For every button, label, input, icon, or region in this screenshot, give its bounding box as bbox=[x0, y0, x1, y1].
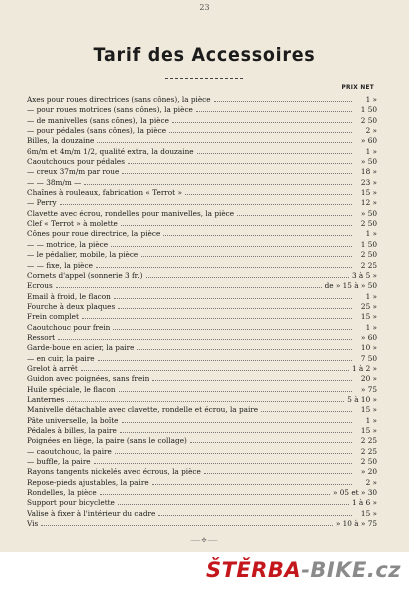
list-item bbox=[27, 323, 377, 333]
page-title: Tarif des Accessoires bbox=[93, 44, 316, 66]
item-label: Ressort bbox=[27, 332, 56, 342]
dot-leader bbox=[100, 494, 330, 495]
dot-leader bbox=[237, 215, 352, 216]
item-price: 1 » bbox=[365, 95, 377, 104]
price-column-header: PRIX NET bbox=[341, 85, 374, 91]
dot-leader bbox=[114, 298, 352, 299]
item-label: — caoutchouc, la paire bbox=[27, 446, 112, 456]
item-price: 3 à 5 » bbox=[351, 270, 377, 280]
list-item bbox=[27, 198, 377, 208]
watermark-logo-part2: -BIKE.cz bbox=[301, 558, 401, 582]
dot-leader bbox=[163, 235, 352, 236]
item-price: 2 » bbox=[365, 126, 377, 136]
item-price: » 50 bbox=[360, 157, 377, 167]
list-item bbox=[27, 374, 377, 384]
price-list bbox=[27, 95, 377, 529]
list-item bbox=[27, 385, 377, 395]
dot-leader bbox=[58, 339, 352, 340]
item-price: » 50 bbox=[360, 208, 377, 218]
item-label: Lanternes bbox=[27, 394, 65, 404]
dot-leader bbox=[121, 225, 352, 226]
dot-leader bbox=[56, 287, 322, 288]
list-item bbox=[27, 395, 377, 405]
item-label: Clavette avec écrou, rondelles pour manivelles, la pièce bbox=[27, 208, 235, 218]
page-number: 23 bbox=[199, 3, 210, 12]
list-item bbox=[27, 240, 377, 250]
list-item bbox=[27, 447, 377, 457]
list-item bbox=[27, 126, 377, 136]
item-label: Cornets d'appel (sonnerie 3 fr.) bbox=[27, 270, 143, 280]
dot-leader bbox=[119, 391, 352, 392]
title-divider bbox=[165, 78, 243, 79]
list-item bbox=[27, 178, 377, 188]
item-price: » 10 à » 75 bbox=[335, 519, 377, 529]
item-price: 2 25 bbox=[360, 436, 377, 446]
item-price: 1 50 bbox=[360, 239, 377, 249]
item-price: 15 » bbox=[360, 188, 377, 198]
item-price: 2 25 bbox=[360, 446, 377, 456]
list-item bbox=[27, 457, 377, 467]
dot-leader bbox=[137, 349, 352, 350]
list-item bbox=[27, 105, 377, 115]
item-price: » 20 bbox=[360, 467, 377, 477]
end-ornament: ⸺✣⸺ bbox=[190, 537, 219, 544]
dot-leader bbox=[94, 463, 352, 464]
dot-leader bbox=[146, 277, 349, 278]
list-item bbox=[27, 167, 377, 177]
list-item bbox=[27, 209, 377, 219]
dot-leader bbox=[60, 204, 352, 205]
dot-leader bbox=[115, 453, 352, 454]
item-label: — creux 37m/m par roue bbox=[27, 167, 120, 177]
dot-leader bbox=[97, 142, 352, 143]
item-label: Poignées en liège, la paire (sans le collage) bbox=[27, 436, 187, 446]
item-price: » 05 et » 30 bbox=[332, 488, 377, 498]
list-item bbox=[27, 488, 377, 498]
item-price: 1 » bbox=[365, 229, 377, 239]
item-price: 1 » bbox=[365, 146, 377, 156]
list-item bbox=[27, 271, 377, 281]
item-label: — buffle, la paire bbox=[27, 457, 91, 467]
item-price: 2 50 bbox=[360, 250, 377, 260]
item-price: 15 » bbox=[360, 405, 377, 415]
item-label: — pour roues motrices (sans cônes), la pièce bbox=[27, 105, 193, 115]
item-label: Garde-boue en acier, la paire bbox=[27, 343, 135, 353]
dot-leader bbox=[67, 401, 344, 402]
item-price: 10 » bbox=[360, 343, 377, 353]
dot-leader bbox=[190, 442, 352, 443]
dot-leader bbox=[169, 132, 352, 133]
item-price: 1 50 bbox=[360, 105, 377, 115]
list-item bbox=[27, 467, 377, 477]
item-price: » 60 bbox=[360, 136, 377, 146]
dot-leader bbox=[96, 267, 352, 268]
watermark-logo-part1: ŠTĚRBA bbox=[205, 558, 302, 582]
item-price: 1 » bbox=[365, 415, 377, 425]
list-item bbox=[27, 312, 377, 322]
dot-leader bbox=[214, 101, 352, 102]
watermark-logo bbox=[206, 558, 401, 582]
item-price: 2 50 bbox=[360, 115, 377, 125]
dot-leader bbox=[113, 329, 352, 330]
item-label: Chaînes à rouleaux, fabrication « Terrot » bbox=[27, 188, 182, 198]
dot-leader bbox=[41, 525, 333, 526]
list-item bbox=[27, 426, 377, 436]
item-label: Axes pour roues directrices (sans cônes), la pièce bbox=[27, 95, 211, 104]
item-label: Huile spéciale, le flacon bbox=[27, 384, 116, 394]
item-label: Guidon avec poignées, sans frein bbox=[27, 374, 150, 384]
list-item bbox=[27, 416, 377, 426]
item-price: 15 » bbox=[360, 426, 377, 435]
dot-leader bbox=[118, 504, 349, 505]
item-price: » 60 bbox=[360, 332, 377, 342]
list-item bbox=[27, 188, 377, 198]
list-item bbox=[27, 136, 377, 146]
dot-leader bbox=[185, 194, 352, 195]
item-label: — en cuir, la paire bbox=[27, 353, 95, 363]
list-item bbox=[27, 498, 377, 508]
item-price: 15 » bbox=[360, 508, 377, 518]
item-price: 20 » bbox=[360, 374, 377, 384]
item-label: — le pédalier, mobile, la pièce bbox=[27, 250, 139, 260]
dot-leader bbox=[81, 370, 349, 371]
item-label: Email à froid, le flacon bbox=[27, 291, 111, 301]
watermark-banner bbox=[0, 552, 409, 600]
item-price: 2 25 bbox=[360, 260, 377, 270]
dot-leader bbox=[122, 422, 352, 423]
item-price: 1 à 2 » bbox=[351, 363, 377, 373]
dot-leader bbox=[120, 432, 352, 433]
item-label: Ecrous bbox=[27, 281, 53, 291]
dot-leader bbox=[196, 111, 352, 112]
item-price: 12 » bbox=[360, 198, 377, 208]
dot-leader bbox=[261, 411, 352, 412]
list-item bbox=[27, 519, 377, 529]
dot-leader bbox=[118, 308, 352, 309]
item-label: Caoutchouc pour frein bbox=[27, 322, 111, 332]
item-label: — — fixe, la pièce bbox=[27, 260, 93, 270]
list-item bbox=[27, 250, 377, 260]
item-price: 23 » bbox=[360, 177, 377, 187]
list-item bbox=[27, 95, 377, 105]
item-price: 2 » bbox=[365, 477, 377, 487]
dot-leader bbox=[141, 256, 352, 257]
list-item bbox=[27, 281, 377, 291]
list-item bbox=[27, 333, 377, 343]
item-price: 2 50 bbox=[360, 219, 377, 229]
list-item bbox=[27, 229, 377, 239]
list-item bbox=[27, 364, 377, 374]
item-label: Fourche à deux plaques bbox=[27, 301, 116, 311]
dot-leader bbox=[98, 360, 352, 361]
list-item bbox=[27, 354, 377, 364]
list-item bbox=[27, 219, 377, 229]
item-price: 25 » bbox=[360, 301, 377, 311]
dot-leader bbox=[128, 163, 352, 164]
item-label: Grelot à arrêt bbox=[27, 363, 78, 373]
dot-leader bbox=[204, 473, 352, 474]
item-price: 1 » bbox=[365, 291, 377, 301]
item-label: Valise à fixer à l'intérieur du cadre bbox=[27, 508, 156, 518]
item-label: 6m/m et 4m/m 1/2, qualité extra, la douzaine bbox=[27, 146, 194, 156]
item-price: 5 à 10 » bbox=[347, 394, 377, 404]
item-label: Rayons tangents nickelés avec écrous, la pièce bbox=[27, 467, 201, 477]
item-price: de » 15 à » 50 bbox=[324, 281, 377, 291]
item-label: Billes, la douzaine bbox=[27, 136, 95, 146]
dot-leader bbox=[122, 173, 352, 174]
item-price: 18 » bbox=[360, 167, 377, 177]
dot-leader bbox=[84, 184, 352, 185]
dot-leader bbox=[152, 380, 352, 381]
item-price: 1 à 6 » bbox=[351, 498, 377, 508]
dot-leader bbox=[158, 515, 352, 516]
dot-leader bbox=[152, 484, 352, 485]
item-label: Pédales à billes, la paire bbox=[27, 426, 117, 435]
item-label: Repose-pieds ajustables, la paire bbox=[27, 477, 149, 487]
item-price: » 75 bbox=[360, 384, 377, 394]
dot-leader bbox=[82, 318, 352, 319]
item-label: — pour pédales (sans cônes), la pièce bbox=[27, 126, 167, 136]
item-label: Rondelles, la pièce bbox=[27, 488, 97, 498]
item-label: Pâte universelle, la boîte bbox=[27, 415, 119, 425]
list-item bbox=[27, 343, 377, 353]
item-label: — — motrice, la pièce bbox=[27, 239, 109, 249]
item-label: Frein complet bbox=[27, 312, 79, 322]
item-price: 1 » bbox=[365, 322, 377, 332]
item-price: 15 » bbox=[360, 312, 377, 322]
list-item bbox=[27, 147, 377, 157]
dot-leader bbox=[111, 246, 352, 247]
list-item bbox=[27, 478, 377, 488]
list-item bbox=[27, 302, 377, 312]
item-label: Clef « Terrot » à molette bbox=[27, 219, 118, 229]
list-item bbox=[27, 509, 377, 519]
item-label: — Perry bbox=[27, 198, 57, 208]
list-item bbox=[27, 116, 377, 126]
item-label: Support pour bicyclette bbox=[27, 498, 115, 508]
list-item bbox=[27, 405, 377, 415]
list-item bbox=[27, 436, 377, 446]
dot-leader bbox=[172, 122, 352, 123]
item-label: Manivelle détachable avec clavette, rondelle et écrou, la paire bbox=[27, 405, 259, 415]
list-item bbox=[27, 157, 377, 167]
item-label: Vis bbox=[27, 519, 39, 529]
list-item bbox=[27, 261, 377, 271]
item-price: 7 50 bbox=[360, 353, 377, 363]
item-label: — de manivelles (sans cônes), la pièce bbox=[27, 115, 169, 125]
item-price: 2 50 bbox=[360, 457, 377, 467]
dot-leader bbox=[197, 153, 352, 154]
item-label: — — 38m/m — bbox=[27, 177, 82, 187]
list-item bbox=[27, 292, 377, 302]
item-label: Cônes pour roue directrice, la pièce bbox=[27, 229, 161, 239]
item-label: Caoutchoucs pour pédales bbox=[27, 157, 125, 167]
